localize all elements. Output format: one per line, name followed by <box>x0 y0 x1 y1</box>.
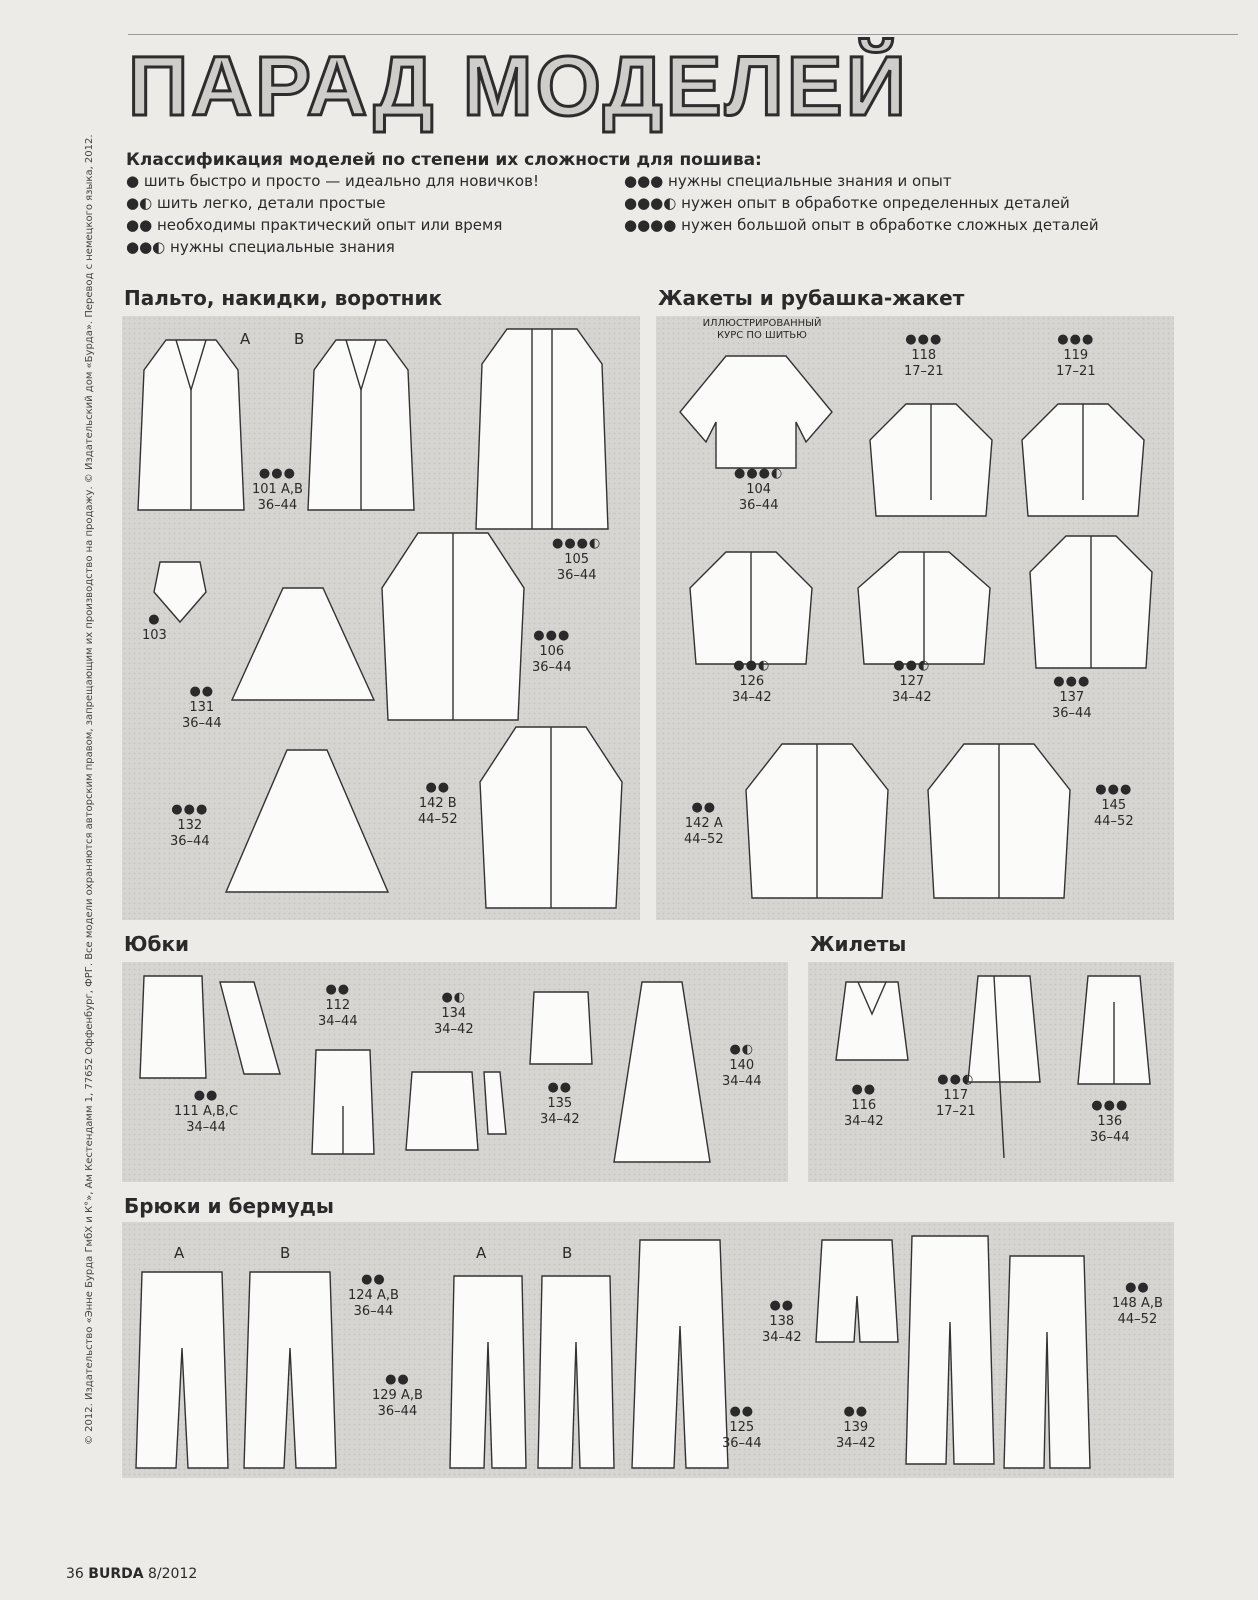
model-label <box>936 1072 976 1120</box>
model-number: 142 A <box>684 816 723 831</box>
skirt-140-sketch <box>612 978 712 1166</box>
legend-item <box>624 194 1070 212</box>
model-number: 131 <box>189 700 215 715</box>
model-label <box>174 1088 238 1136</box>
coat-101b-sketch <box>306 330 416 518</box>
difficulty-dots: ●● <box>843 1404 869 1419</box>
model-label <box>252 466 303 514</box>
vest-116-sketch <box>832 978 912 1064</box>
model-number: 119 <box>1063 348 1089 363</box>
model-number: 132 <box>177 818 203 833</box>
difficulty-dots: ●● <box>193 1088 219 1103</box>
model-sizes: 44–52 <box>1094 814 1134 829</box>
model-sizes: 34–44 <box>318 1014 358 1029</box>
section-title-vests: Жилеты <box>810 932 907 956</box>
difficulty-dots: ●● <box>1125 1280 1150 1295</box>
difficulty-dots: ●●◐ <box>937 1072 975 1087</box>
legend-item <box>126 216 502 234</box>
model-sizes: 44–52 <box>1117 1312 1158 1327</box>
model-sizes: 36–44 <box>722 1436 762 1451</box>
model-number: 111 A,B,C <box>174 1104 239 1119</box>
difficulty-dots: ●● <box>769 1298 795 1313</box>
model-number: 134 <box>441 1006 467 1021</box>
model-number: 138 <box>769 1314 795 1329</box>
difficulty-dots: ●●◐ <box>126 238 166 256</box>
model-sizes: 36–44 <box>182 716 222 731</box>
variant-letter: B <box>294 330 305 348</box>
page-footer <box>66 1566 197 1582</box>
model-label <box>1090 1098 1130 1146</box>
trousers-panel <box>122 1222 1174 1478</box>
model-number: 148 A,B <box>1112 1296 1163 1311</box>
model-label <box>732 658 772 706</box>
model-sizes: 34–42 <box>836 1436 876 1451</box>
skirt-134-detail-sketch <box>480 1068 510 1138</box>
difficulty-dots: ●● <box>126 216 153 234</box>
coat-105-sketch <box>472 324 612 534</box>
model-sizes: 36–44 <box>170 834 210 849</box>
legend-item <box>126 194 385 212</box>
skirts-panel <box>122 962 788 1182</box>
model-label <box>552 536 601 584</box>
model-sizes: 36–44 <box>738 498 779 513</box>
model-label <box>170 802 210 850</box>
difficulty-dots: ●◐ <box>729 1042 755 1057</box>
section-title-trousers: Брюки и бермуды <box>124 1194 334 1218</box>
model-number: 142 B <box>418 796 457 811</box>
jacket-104-sketch <box>676 352 836 472</box>
model-number: 105 <box>564 552 590 567</box>
trousers-129b-sketch <box>534 1272 618 1472</box>
model-label <box>762 1298 802 1346</box>
legend-item <box>624 172 952 190</box>
model-number: 145 <box>1101 798 1127 813</box>
issue-number: 8/2012 <box>148 1566 198 1582</box>
model-label <box>532 628 572 676</box>
jacket-137-sketch <box>1026 532 1156 672</box>
course-note: ИЛЛЮСТРИРОВАННЫЙ КУРС ПО ШИТЬЮ <box>702 318 822 341</box>
coats-panel <box>122 316 640 920</box>
legend-text: необходимы практический опыт или время <box>156 216 503 234</box>
classification-heading: Классификация моделей по степени их сложности для пошива: <box>126 150 762 170</box>
variant-letter: A <box>240 330 251 348</box>
difficulty-dots: ●●● <box>533 628 571 643</box>
model-sizes: 34–42 <box>434 1022 474 1037</box>
jacket-145-sketch <box>924 740 1074 902</box>
legend-item <box>126 238 395 256</box>
trousers-139-sketch <box>904 1232 996 1468</box>
difficulty-dots: ●◐ <box>441 990 467 1005</box>
legend-item <box>624 216 1099 234</box>
difficulty-dots: ●● <box>425 780 451 795</box>
difficulty-dots: ●● <box>325 982 351 997</box>
section-title-coats: Пальто, накидки, воротник <box>124 286 443 310</box>
page-title: ПАРАД МОДЕЛЕЙ <box>128 39 910 133</box>
difficulty-dots: ●● <box>691 800 717 815</box>
model-number: 112 <box>325 998 351 1013</box>
model-number: 104 <box>746 482 772 497</box>
model-sizes: 36–44 <box>1052 706 1092 721</box>
model-number: 139 <box>843 1420 869 1435</box>
model-label <box>844 1082 884 1130</box>
coat-101a-sketch <box>136 330 246 518</box>
legend-text: шить легко, детали простые <box>156 194 386 212</box>
model-sizes: 34–44 <box>722 1074 762 1089</box>
vests-panel <box>808 962 1174 1182</box>
model-label <box>418 780 458 828</box>
bermudas-138-sketch <box>814 1236 900 1346</box>
difficulty-dots: ●● <box>189 684 215 699</box>
difficulty-dots: ●● <box>851 1082 877 1097</box>
model-sizes: 34–42 <box>732 690 772 705</box>
legend-text: нужен большой опыт в обработке сложных деталей <box>681 216 1099 234</box>
coat-106-sketch <box>378 528 528 724</box>
difficulty-dots: ●●● <box>1053 674 1091 689</box>
model-label <box>892 658 932 706</box>
variant-letter: B <box>280 1244 291 1262</box>
jackets-panel <box>656 316 1174 920</box>
jacket-126-sketch <box>686 548 816 668</box>
coat-142b-sketch <box>476 722 626 912</box>
model-label <box>182 684 222 732</box>
model-sizes: 36–44 <box>1090 1130 1130 1145</box>
magazine-name: BURDA <box>88 1566 144 1582</box>
model-number: 129 A,B <box>372 1388 423 1403</box>
model-label <box>318 982 358 1030</box>
model-label <box>540 1080 580 1128</box>
model-label <box>1056 332 1096 380</box>
difficulty-dots: ●● <box>361 1272 386 1287</box>
difficulty-dots: ●● <box>385 1372 410 1387</box>
model-sizes: 17–21 <box>936 1104 976 1119</box>
model-number: 140 <box>729 1058 755 1073</box>
section-title-skirts: Юбки <box>124 932 190 956</box>
model-number: 137 <box>1059 690 1085 705</box>
model-sizes: 17–21 <box>1056 364 1096 379</box>
difficulty-dots: ●●◐ <box>893 658 931 673</box>
difficulty-dots: ●●● <box>171 802 209 817</box>
model-number: 127 <box>899 674 925 689</box>
cape-132-sketch <box>222 746 392 896</box>
difficulty-dots: ●●● <box>1095 782 1133 797</box>
model-sizes: 36–44 <box>257 498 298 513</box>
model-label <box>684 800 724 848</box>
model-sizes: 36–44 <box>556 568 597 583</box>
model-label <box>1094 782 1134 830</box>
trousers-148-sketch <box>1002 1252 1092 1472</box>
model-sizes: 34–42 <box>844 1114 884 1129</box>
model-sizes: 44–52 <box>418 812 458 827</box>
trousers-129a-sketch <box>446 1272 530 1472</box>
model-sizes: 34–44 <box>186 1120 226 1135</box>
model-label <box>1052 674 1092 722</box>
trousers-124a-sketch <box>132 1268 232 1472</box>
legend-text: нужны специальные знания <box>170 238 395 256</box>
top-rule <box>128 34 1238 35</box>
model-label <box>836 1404 876 1452</box>
model-number: 125 <box>729 1420 755 1435</box>
variant-letter: A <box>476 1244 487 1262</box>
model-label <box>348 1272 399 1320</box>
cape-131-sketch <box>228 584 378 704</box>
model-number: 117 <box>943 1088 969 1103</box>
model-label <box>434 990 474 1038</box>
skirt-111-sketch <box>138 972 208 1082</box>
model-label <box>722 1404 762 1452</box>
difficulty-dots: ●● <box>547 1080 573 1095</box>
trousers-125-sketch <box>630 1236 730 1472</box>
difficulty-dots: ●●●● <box>624 216 677 234</box>
coat-142a-sketch <box>742 740 892 902</box>
jacket-127-sketch <box>854 548 994 668</box>
difficulty-dots: ●●●◐ <box>552 536 602 551</box>
model-sizes: 44–52 <box>684 832 724 847</box>
trousers-124b-sketch <box>240 1268 340 1472</box>
jacket-118-sketch <box>866 400 996 520</box>
skirt-111-variant-sketch <box>214 978 284 1078</box>
model-number: 126 <box>739 674 765 689</box>
copyright-note: © 2012. Издательство «Энне Бурда ГмбХ и К°», Ам Кестендамм 1, 77652 Оффенбург, ФРГ. Все модели охраняются авторским правом, запрещающим их производство на продажу. © Издательский дом «Бурда». Перевод с немецкого языка, 2012. <box>84 134 95 1445</box>
difficulty-dots: ●●●◐ <box>734 466 784 481</box>
difficulty-dots: ●●● <box>624 172 664 190</box>
jacket-119-sketch <box>1018 400 1148 520</box>
model-number: 103 <box>142 628 167 643</box>
difficulty-dots: ● <box>126 172 140 190</box>
model-label <box>142 612 167 644</box>
vest-117-sketch <box>964 972 1044 1162</box>
model-label <box>904 332 944 380</box>
skirt-135-sketch <box>526 988 596 1068</box>
legend-item <box>126 172 539 190</box>
difficulty-dots: ●●● <box>1057 332 1095 347</box>
variant-letter: B <box>562 1244 573 1262</box>
model-number: 106 <box>539 644 565 659</box>
model-sizes: 36–44 <box>532 660 572 675</box>
legend-text: шить быстро и просто — идеально для новичков! <box>143 172 539 190</box>
model-number: 136 <box>1097 1114 1123 1129</box>
difficulty-dots: ●●●◐ <box>624 194 677 212</box>
difficulty-dots: ● <box>148 612 161 627</box>
model-label <box>734 466 783 514</box>
section-title-jackets: Жакеты и рубашка-жакет <box>658 286 965 310</box>
difficulty-dots: ●●● <box>1091 1098 1129 1113</box>
model-number: 101 A,B <box>252 482 303 497</box>
skirt-134-sketch <box>402 1068 482 1154</box>
model-sizes: 36–44 <box>377 1404 418 1419</box>
legend-text: нужны специальные знания и опыт <box>668 172 952 190</box>
model-number: 118 <box>911 348 937 363</box>
model-number: 135 <box>547 1096 573 1111</box>
model-sizes: 34–42 <box>540 1112 580 1127</box>
variant-letter: A <box>174 1244 185 1262</box>
difficulty-dots: ●●◐ <box>733 658 771 673</box>
model-label <box>372 1372 423 1420</box>
legend-text: нужен опыт в обработке определенных деталей <box>681 194 1070 212</box>
model-number: 116 <box>851 1098 877 1113</box>
model-sizes: 17–21 <box>904 364 944 379</box>
vest-136-sketch <box>1074 972 1154 1088</box>
model-sizes: 34–42 <box>762 1330 802 1345</box>
page-number: 36 <box>66 1566 84 1582</box>
model-sizes: 36–44 <box>353 1304 394 1319</box>
skirt-112-sketch <box>308 1046 378 1158</box>
model-label <box>722 1042 762 1090</box>
model-sizes: 34–42 <box>892 690 932 705</box>
model-label <box>1112 1280 1163 1328</box>
model-number: 124 A,B <box>348 1288 399 1303</box>
difficulty-dots: ●◐ <box>126 194 153 212</box>
difficulty-dots: ●● <box>729 1404 755 1419</box>
difficulty-dots: ●●● <box>258 466 296 481</box>
difficulty-dots: ●●● <box>905 332 943 347</box>
